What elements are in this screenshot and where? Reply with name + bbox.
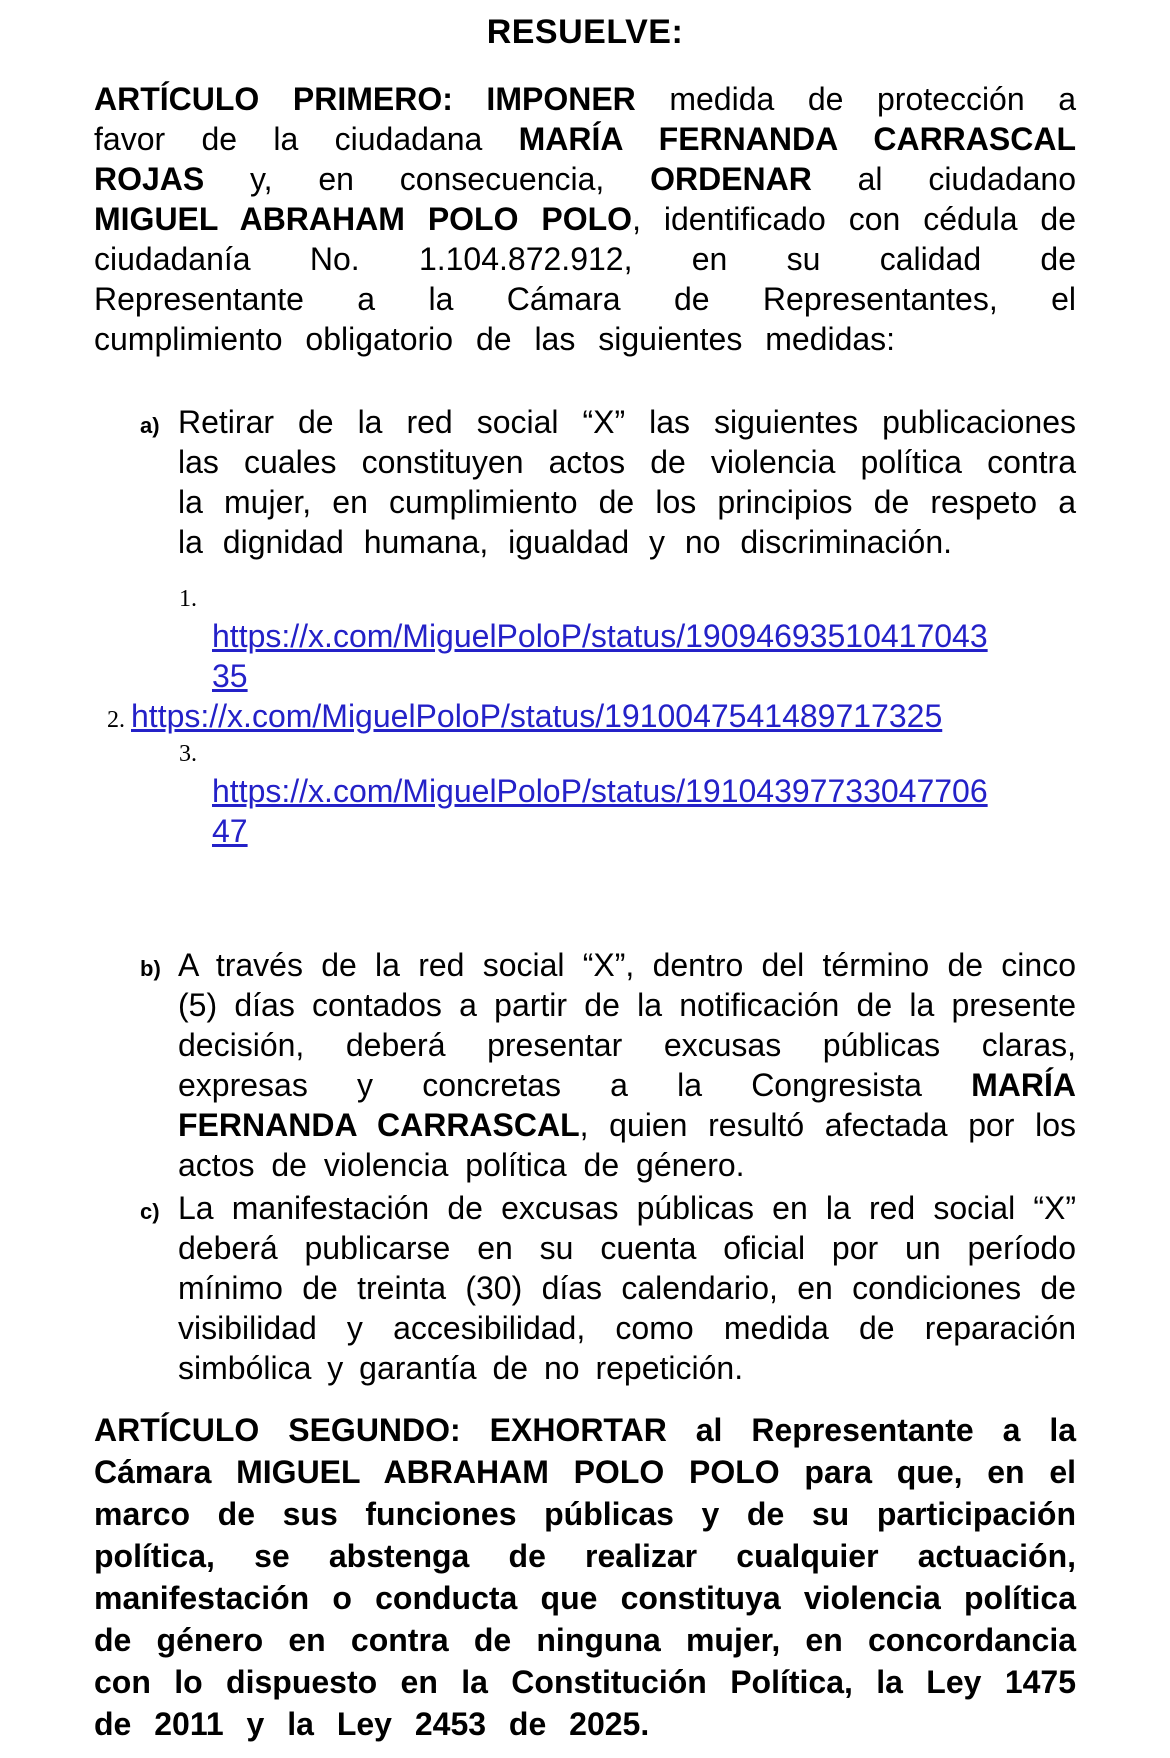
publication-link-list (94, 582, 1076, 851)
document-heading: RESUELVE: (486, 13, 684, 51)
measure-item-b (94, 945, 1076, 1185)
measure-item-c (94, 1188, 1076, 1388)
list-item (94, 737, 1076, 851)
text-run: , identificado con cédula de ciudadanía No. 1.104.872.912, en su calidad de Representante a la Cámara de Representantes, el cumplimiento obligatorio de las siguientes medidas: (94, 201, 1077, 357)
item-b-text-run: A través de la red social “X”, dentro del término de cinco (5) días contados a partir de la notificación de la presente decisión, deberá presentar excusas públicas claras, expresas y concretas a la Congresista (178, 947, 1076, 1103)
publication-link-2[interactable]: https://x.com/MiguelPoloP/status/1910047541489717325 (131, 698, 943, 734)
protected-person-name: MARÍA FERNANDA CARRASCAL ROJAS (94, 121, 1076, 197)
item-c-text: La manifestación de excusas públicas en la red social “X” deberá publicarse en su cuenta oficial por un período mínimo de treinta (30) días calendario, en condiciones de visibilidad y accesibilidad, como medida de reparación simbólica y garantía de no repetición. (178, 1190, 1076, 1386)
text-run: medida de protección a favor de la ciudadana (94, 81, 1077, 157)
list-item (107, 696, 1076, 737)
item-b-text-run: , quien resultó afectada por los actos de violencia política de género. (178, 1107, 1077, 1183)
congresista-name: MARÍA FERNANDA CARRASCAL (178, 1067, 1076, 1143)
ordered-person-name: MIGUEL ABRAHAM POLO POLO (94, 201, 633, 237)
item-3-marker: 3. (179, 741, 197, 767)
item-c-marker: c) (140, 1199, 160, 1224)
text-run: y, en consecuencia, (204, 161, 651, 197)
publication-link-3[interactable]: https://x.com/MiguelPoloP/status/1910439773304770647 (212, 773, 988, 849)
item-2-marker: 2. (107, 707, 125, 733)
item-a-marker: a) (140, 413, 160, 438)
articulo-segundo-paragraph: ARTÍCULO SEGUNDO: EXHORTAR al Representante a la Cámara MIGUEL ABRAHAM POLO POLO para que, en el marco de sus funciones públicas y de su participación política, se abstenga de realizar cualquier actuación, manifestación o conducta que constituya violencia política de género en contra de ninguna mujer, en concordancia con lo dispuesto en la Constitución Política, la Ley 1475 de 2011 y la Ley 2453 de 2025. (94, 1412, 1076, 1742)
item-a-text: Retirar de la red social “X” las siguientes publicaciones las cuales constituyen actos de violencia política contra la mujer, en cumplimiento de los principios de respeto a la dignidad humana, igualdad y no discriminación. (178, 404, 1076, 560)
articulo-primero-label: ARTÍCULO PRIMERO: IMPONER (94, 81, 636, 117)
measure-item-a (94, 402, 1076, 562)
item-1-marker: 1. (179, 586, 197, 612)
list-item (94, 582, 1076, 696)
ordenar-keyword: ORDENAR (650, 161, 812, 197)
item-b-marker: b) (140, 956, 161, 981)
text-run: al ciudadano (811, 161, 1076, 197)
articulo-primero-paragraph (94, 79, 1076, 359)
publication-link-1[interactable]: https://x.com/MiguelPoloP/status/1909469351041704335 (212, 618, 988, 694)
